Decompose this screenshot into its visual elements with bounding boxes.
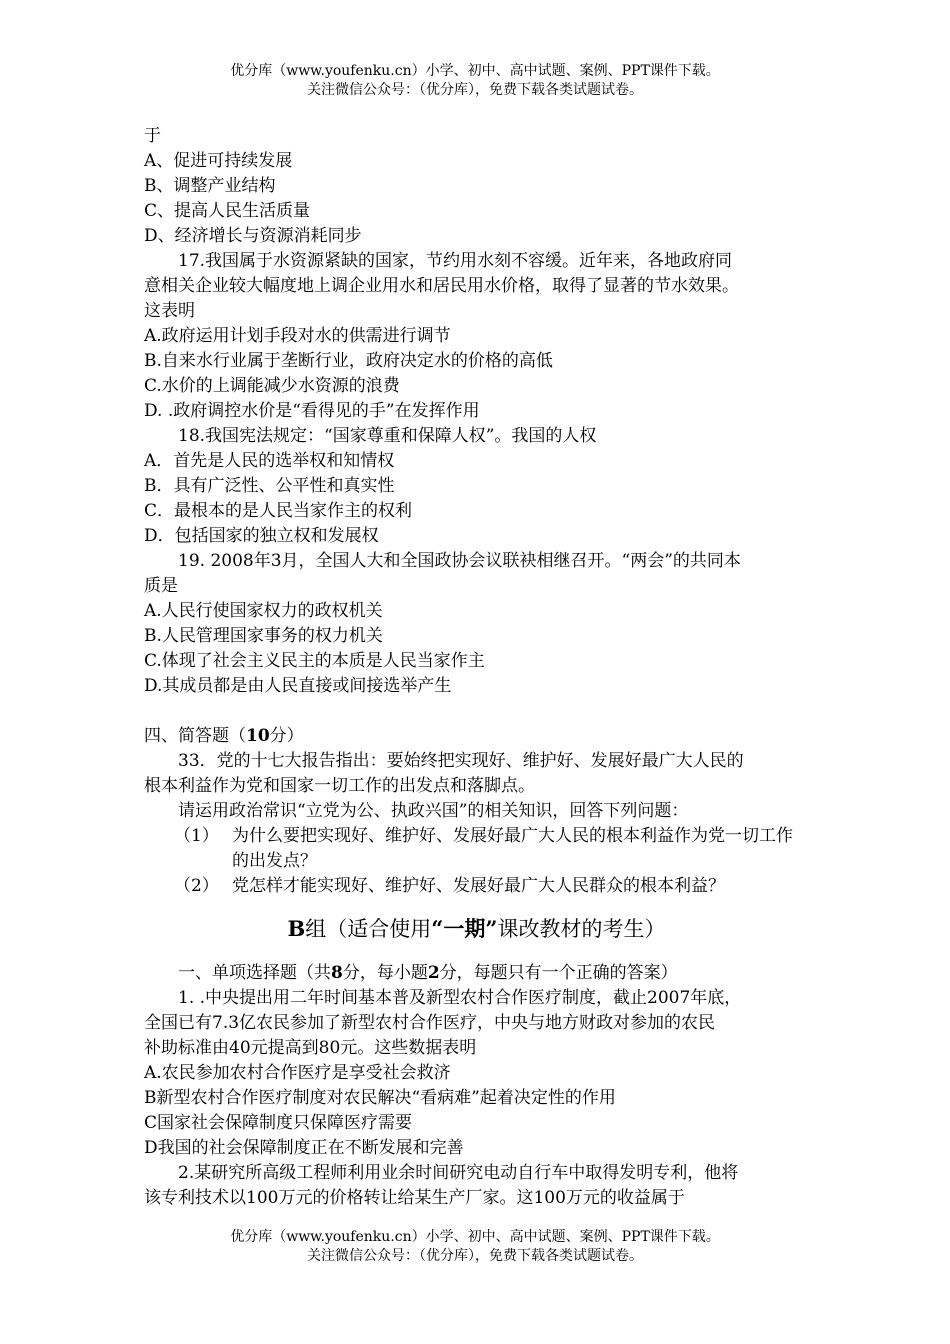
q18-option-a: A．首先是人民的选举权和知情权 xyxy=(144,451,395,471)
q33-sub2-text: 党怎样才能实现好、维护好、发展好最广大人民群众的根本利益？ xyxy=(232,876,725,896)
q17-stem-1: 17.我国属于水资源紧缺的国家，节约用水刻不容缓。近年来，各地政府同 xyxy=(178,251,733,271)
section-4-title-prefix: 四、简答题（ xyxy=(144,726,246,746)
section-4-title-suffix: 分） xyxy=(269,726,304,746)
q33-sub1-text: 为什么要把实现好、维护好、发展好最广大人民的根本利益作为党一切工作的出发点？ xyxy=(232,826,793,871)
q33-line-1: 33．党的十七大报告指出：要始终把实现好、维护好、发展好最广大人民的 xyxy=(178,751,744,771)
q17-option-b: B.自来水行业属于垄断行业，政府决定水的价格的高低 xyxy=(144,351,553,371)
q16-tail: 于 xyxy=(144,126,161,146)
b-q1-option-d: D我国的社会保障制度正在不断发展和完善 xyxy=(144,1138,464,1158)
q18-option-c: C．最根本的是人民当家作主的权利 xyxy=(144,501,413,521)
q33-subquestion-1 xyxy=(144,824,809,874)
section-1-title-part-2: 分，每小题 xyxy=(342,963,428,983)
q17-stem-2: 意相关企业较大幅度地上调企业用水和居民用水价格，取得了显著的节水效果。 xyxy=(144,276,739,296)
page-header xyxy=(0,62,950,100)
q33-instruction: 请运用政治常识“立党为公、执政兴国”的相关知识，回答下列问题： xyxy=(178,801,689,821)
footer-line-1: 优分库（www.youfenku.cn）小学、初中、高中试题、案例、PPT课件下载。 xyxy=(230,1229,720,1245)
q18-option-d: D．包括国家的独立权和发展权 xyxy=(144,526,379,546)
section-1-item-score: 2 xyxy=(427,963,440,983)
q33-sub2-number: （2） xyxy=(174,876,219,896)
group-b-title-quote: “一期” xyxy=(431,916,498,941)
page-footer xyxy=(0,1228,950,1266)
q19-option-b: B.人民管理国家事务的权力机关 xyxy=(144,626,383,646)
q17-option-a: A.政府运用计划手段对水的供需进行调节 xyxy=(144,326,451,346)
section-1-title-part-3: 分，每题只有一个正确的答案） xyxy=(439,963,678,983)
q16-option-b: B、调整产业结构 xyxy=(144,176,276,196)
b-q1-option-b: B新型农村合作医疗制度对农民解决“看病难”起着决定性的作用 xyxy=(144,1088,616,1108)
section-1-title xyxy=(144,961,809,986)
q16-option-a: A、促进可持续发展 xyxy=(144,151,293,171)
section-4-title xyxy=(144,724,809,749)
group-b-title-part-2: 课改教材的考生） xyxy=(497,917,666,941)
q33-line-2: 根本利益作为党和国家一切工作的出发点和落脚点。 xyxy=(144,776,535,796)
section-1-total-score: 8 xyxy=(331,963,343,983)
group-b-title-part-1: 组（适合使用 xyxy=(305,917,432,941)
b-q2-stem-2: 该专利技术以100万元的价格转让给某生产厂家。这100万元的收益属于 xyxy=(144,1188,685,1208)
q16-option-d: D、经济增长与资源消耗同步 xyxy=(144,226,362,246)
q19-stem-2: 质是 xyxy=(144,576,178,596)
b-q2-stem-1: 2.某研究所高级工程师利用业余时间研究电动自行车中取得发明专利，他将 xyxy=(178,1163,739,1183)
section-1-title-part-1: 一、单项选择题（共 xyxy=(178,963,331,983)
q17-stem-3: 这表明 xyxy=(144,301,195,321)
q33-subquestion-2 xyxy=(144,874,809,899)
q18-stem: 18.我国宪法规定：“国家尊重和保障人权”。我国的人权 xyxy=(178,426,597,446)
q33-sub1-number: （1） xyxy=(174,826,219,846)
q19-option-c: C.体现了社会主义民主的本质是人民当家作主 xyxy=(144,651,485,671)
q16-option-c: C、提高人民生活质量 xyxy=(144,201,311,221)
b-q1-option-a: A.农民参加农村合作医疗是享受社会救济 xyxy=(144,1063,451,1083)
q17-option-c: C.水价的上调能减少水资源的浪费 xyxy=(144,376,400,396)
section-4-title-score: 10 xyxy=(246,726,270,746)
q19-option-a: A.人民行使国家权力的政权机关 xyxy=(144,601,383,621)
q17-option-d: D. .政府调控水价是“看得见的手”在发挥作用 xyxy=(144,401,480,421)
q19-option-d: D.其成员都是由人民直接或间接选举产生 xyxy=(144,676,452,696)
header-line-2: 关注微信公众号：（优分库），免费下载各类试题试卷。 xyxy=(307,82,643,98)
q19-stem-1: 19. 2008年3月，全国人大和全国政协会议联袂相继召开。“两会”的共同本 xyxy=(178,551,741,571)
header-line-1: 优分库（www.youfenku.cn）小学、初中、高中试题、案例、PPT课件下载。 xyxy=(230,63,720,79)
group-b-letter: B xyxy=(287,916,306,941)
b-q1-stem-1: 1. .中央提出用二年时间基本普及新型农村合作医疗制度，截止2007年底， xyxy=(178,988,742,1008)
b-q1-stem-3: 补助标准由40元提高到80元。这些数据表明 xyxy=(144,1038,477,1058)
b-q1-stem-2: 全国已有7.3亿农民参加了新型农村合作医疗，中央与地方财政对参加的农民 xyxy=(144,1013,716,1033)
q18-option-b: B．具有广泛性、公平性和真实性 xyxy=(144,476,395,496)
group-b-title xyxy=(144,915,809,943)
b-q1-option-c: C国家社会保障制度只保障医疗需要 xyxy=(144,1113,413,1133)
footer-line-2: 关注微信公众号：（优分库），免费下载各类试题试卷。 xyxy=(307,1248,643,1264)
document-body xyxy=(144,124,809,1211)
